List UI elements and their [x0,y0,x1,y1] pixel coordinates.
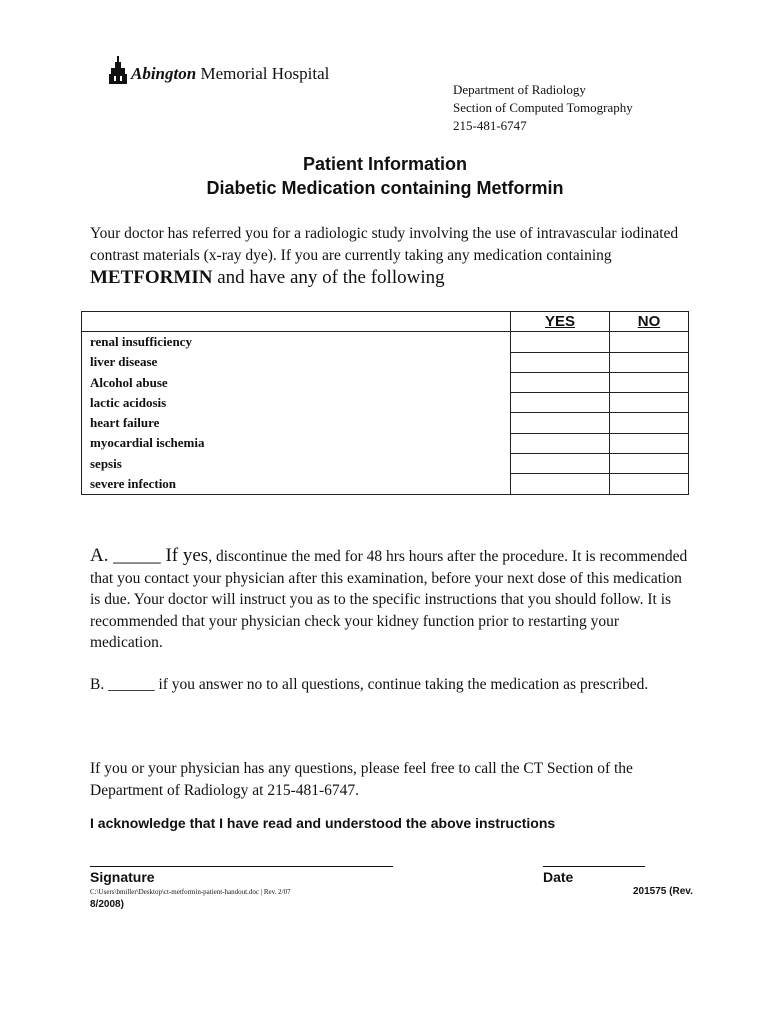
condition-label: liver disease [82,352,511,372]
department-phone: 215-481-6747 [453,118,527,133]
acknowledgement-statement: I acknowledge that I have read and understood the above instructions [90,815,556,831]
yes-checkbox[interactable] [511,352,610,372]
table-row [82,433,689,453]
logo-rest-text: Memorial Hospital [200,64,330,83]
section-a-text: , discontinue the med for 48 hrs hours after the procedure. It is recommended that you contact your physician after this examination, before your next dose of this medication is due. Your doctor will instruct you as to the specific instructions that you should follow. It is recommended that your physician check your kidney function prior to restarting your medication. [90,548,688,651]
intro-paragraph [90,223,700,290]
condition-checklist [81,311,689,495]
hospital-building-icon [109,56,127,84]
condition-label: lactic acidosis [82,393,511,413]
no-checkbox[interactable] [610,372,689,392]
intro-text-1: Your doctor has referred you for a radiologic study involving the use of intravascular iodinated contrast materials (x-ray dye). If you are currently taking any medication containing [90,225,679,264]
yes-checkbox[interactable] [511,474,610,494]
yes-checkbox[interactable] [511,372,610,392]
contact-paragraph: If you or your physician has any questions, please feel free to call the CT Section of the Department of Radiology at 215-481-6747. [90,760,633,799]
condition-label: myocardial ischemia [82,433,511,453]
intro-text-2: and have any of the following [212,267,445,288]
date-label: Date [543,869,574,885]
form-revision-date: 8/2008) [90,899,124,910]
title-line-1: Patient Information [302,154,467,174]
header-blank [82,312,511,332]
table-header-row [82,312,689,332]
page-title [0,152,770,200]
condition-label: renal insufficiency [82,332,511,352]
section-name: Section of Computed Tomography [453,100,633,115]
condition-label: sepsis [82,454,511,474]
no-checkbox[interactable] [610,413,689,433]
table-row [82,372,689,392]
table-row [82,474,689,494]
no-checkbox[interactable] [610,454,689,474]
no-checkbox[interactable] [610,332,689,352]
metformin-emphasis: METFORMIN [90,267,213,288]
title-line-2: Diabetic Medication containing Metformin [206,178,564,198]
logo-bold-text: Abington [131,64,197,83]
form-number: 201575 (Rev. [633,886,693,897]
yes-column-header: YES [511,312,610,332]
department-info [453,81,633,135]
department-name: Department of Radiology [453,82,586,97]
section-b-paragraph: B. ______ if you answer no to all questions, continue taking the medication as prescribed. [90,676,649,693]
yes-checkbox[interactable] [511,393,610,413]
yes-checkbox[interactable] [511,433,610,453]
hospital-logo [109,56,329,84]
yes-checkbox[interactable] [511,454,610,474]
condition-label: Alcohol abuse [82,372,511,392]
yes-checkbox[interactable] [511,413,610,433]
table-row [82,413,689,433]
signature-line[interactable] [90,866,393,867]
table-row [82,332,689,352]
section-a-label: A. _____ If yes [90,545,209,566]
table-row [82,454,689,474]
table-row [82,352,689,372]
condition-label: severe infection [82,474,511,494]
no-checkbox[interactable] [610,433,689,453]
date-line[interactable] [543,866,645,867]
section-a-paragraph [90,545,690,654]
signature-label: Signature [90,869,155,885]
no-checkbox[interactable] [610,474,689,494]
condition-label: heart failure [82,413,511,433]
file-path-footer: C:\Users\bmiller\Desktop\ct-metformin-patient-handout.doc | Rev. 2/07 [90,888,291,896]
yes-checkbox[interactable] [511,332,610,352]
no-checkbox[interactable] [610,352,689,372]
no-checkbox[interactable] [610,393,689,413]
table-row [82,393,689,413]
no-column-header: NO [610,312,689,332]
